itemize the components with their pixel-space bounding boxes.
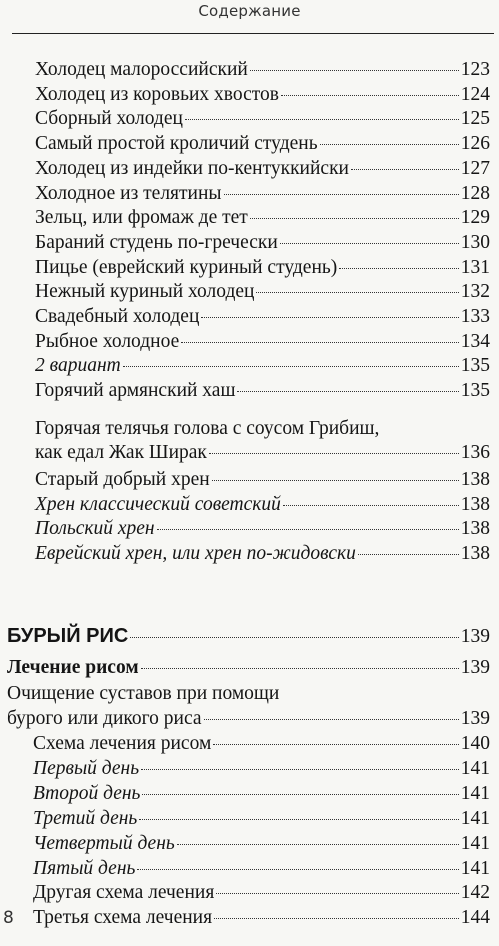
toc-entry-title: Свадебный холодец <box>35 306 200 327</box>
toc-entry[interactable] <box>35 542 490 566</box>
toc-entry[interactable] <box>35 441 490 465</box>
leader-dots <box>214 918 459 919</box>
toc-entry-title: Холодец из коровьих хвостов <box>35 83 279 105</box>
toc-entry[interactable] <box>35 132 490 156</box>
toc-entry-page: 132 <box>460 281 490 303</box>
section-title: БУРЫЙ РИС <box>7 625 129 647</box>
leader-dots <box>141 769 459 770</box>
leader-dots <box>185 119 459 120</box>
leader-dots <box>201 317 458 318</box>
toc-entry[interactable] <box>33 881 490 905</box>
toc-entry-page: 138 <box>460 493 490 515</box>
toc-entry-title: Бараний студень по-гречески <box>35 231 278 253</box>
toc-entry-title: Пицье (еврейский куриный студень) <box>35 256 338 278</box>
toc-entry-page: 141 <box>460 782 490 804</box>
subsection-title: Лечение рисом <box>7 657 139 678</box>
toc-entry-title: Второй день <box>33 782 141 804</box>
leader-dots <box>351 169 459 170</box>
toc-entry-title: Третья схема лечения <box>33 907 213 929</box>
leader-dots <box>137 869 458 870</box>
leader-dots <box>142 794 458 795</box>
toc-entry[interactable] <box>35 256 490 280</box>
toc-entry-title: Третий день <box>33 807 138 829</box>
toc-entry[interactable] <box>35 517 490 541</box>
leader-dots <box>123 366 459 367</box>
toc-entry-page: 123 <box>460 59 490 80</box>
toc-entry-page: 138 <box>460 518 490 540</box>
subsection-page: 139 <box>460 657 490 678</box>
toc-entry-page: 136 <box>460 442 490 463</box>
leader-dots <box>281 95 459 96</box>
toc-entry-title: Другая схема лечения <box>33 882 215 904</box>
leader-dots <box>250 70 459 71</box>
leader-dots <box>358 554 459 555</box>
toc-entry-title: Первый день <box>33 757 140 779</box>
toc-entry-title: Горячий армянский хаш <box>35 380 236 402</box>
toc-entry-page: 124 <box>460 83 490 105</box>
toc-entry-title: Пятый день <box>33 857 136 879</box>
leader-dots <box>209 453 459 454</box>
toc-entry[interactable] <box>7 707 490 731</box>
toc-entry-title: Холодец из индейки по-кентуккийски <box>35 157 349 179</box>
toc-entry[interactable] <box>35 468 490 492</box>
toc-entry-page: 141 <box>460 832 490 854</box>
toc-entry-title: Зельц, или фромаж де тет <box>35 207 248 229</box>
leader-dots <box>280 243 459 244</box>
toc-entry-title: Холодное из телятины <box>35 182 222 204</box>
leader-dots <box>237 391 458 392</box>
toc-entry-title: Еврейский хрен, или хрен по-жидовски <box>35 543 356 565</box>
toc-entry-page: 134 <box>460 330 490 352</box>
toc-entry[interactable] <box>35 206 490 230</box>
header-rule <box>12 33 494 34</box>
toc-entry-page: 130 <box>460 231 490 253</box>
toc-entry-page: 141 <box>460 757 490 779</box>
toc-entry-title: Польский хрен <box>35 518 155 540</box>
toc-entry-page: 138 <box>460 543 490 565</box>
toc-entry[interactable] <box>35 493 490 517</box>
leader-dots <box>157 529 459 530</box>
toc-subsection[interactable] <box>7 656 490 680</box>
toc-entry-page: 127 <box>460 157 490 179</box>
toc-entry-title: Холодец малороссийский <box>35 59 248 80</box>
toc-entry[interactable] <box>33 732 490 756</box>
toc-entry-line1: Горячая телячья голова с соусом Грибиш, <box>35 418 380 439</box>
toc-entry[interactable] <box>35 182 490 206</box>
toc-entry[interactable] <box>33 807 490 831</box>
toc-entry-page: 133 <box>460 306 490 327</box>
toc-entry[interactable] <box>35 107 490 131</box>
toc-entry-page: 142 <box>460 882 490 904</box>
toc-entry-title: 2 вариант <box>35 355 121 377</box>
toc-entry-title: Рыбное холодное <box>35 330 180 352</box>
toc-entry-page: 125 <box>460 108 490 130</box>
running-header: Содержание <box>198 2 301 20</box>
toc-entry-page: 140 <box>460 733 490 754</box>
toc-entry[interactable] <box>35 379 490 403</box>
toc-entry-title: Самый простой кроличий студень <box>35 133 318 155</box>
leader-dots <box>130 637 458 638</box>
toc-entry[interactable] <box>33 782 490 806</box>
toc-entry[interactable] <box>35 354 490 378</box>
toc-entry-page: 139 <box>460 708 490 729</box>
leader-dots <box>177 844 459 845</box>
leader-dots <box>212 480 459 481</box>
toc-entry-title: бурого или дикого риса <box>7 708 202 729</box>
toc-entry[interactable] <box>35 280 490 304</box>
leader-dots <box>139 819 458 820</box>
toc-entry-page: 141 <box>460 857 490 879</box>
toc-entry-line1: Очищение суставов при помощи <box>7 683 280 704</box>
leader-dots <box>283 505 459 506</box>
leader-dots <box>141 668 459 669</box>
toc-entry[interactable] <box>35 58 490 82</box>
toc-entry-page: 135 <box>460 380 490 402</box>
toc-entry-page: 135 <box>460 355 490 377</box>
toc-entry-title: Схема лечения рисом <box>33 733 212 754</box>
toc-entry-title: Четвертый день <box>33 832 175 854</box>
toc-entry[interactable] <box>35 83 490 107</box>
toc-entry[interactable] <box>33 906 490 930</box>
leader-dots <box>224 194 459 195</box>
leader-dots <box>204 719 459 720</box>
toc-entry[interactable] <box>35 231 490 255</box>
toc-entry-page: 126 <box>460 133 490 155</box>
toc-entry[interactable] <box>35 330 490 354</box>
toc-entry[interactable] <box>33 832 490 856</box>
toc-entry[interactable] <box>35 305 490 329</box>
toc-entry-page: 138 <box>460 469 490 490</box>
toc-section[interactable] <box>7 624 490 649</box>
leader-dots <box>216 893 458 894</box>
leader-dots <box>256 292 458 293</box>
toc-entry-title: Старый добрый хрен <box>35 469 210 490</box>
toc-entry[interactable] <box>33 857 490 881</box>
toc-entry-page: 131 <box>460 256 490 278</box>
leader-dots <box>213 744 458 745</box>
toc-entry-title: Нежный куриный холодец <box>35 281 255 303</box>
toc-entry-title: Хрен классический советский <box>35 493 281 515</box>
toc-entry[interactable] <box>33 757 490 781</box>
section-page: 139 <box>460 626 490 647</box>
leader-dots <box>181 342 459 343</box>
toc-entry-page: 128 <box>460 182 490 204</box>
toc-entry-title: как едал Жак Ширак <box>35 442 207 463</box>
toc-entry-page: 129 <box>460 207 490 229</box>
leader-dots <box>339 268 458 269</box>
leader-dots <box>320 144 459 145</box>
page-number: 8 <box>3 908 14 928</box>
toc-entry-page: 144 <box>460 907 490 929</box>
toc-entry-page: 141 <box>460 807 490 829</box>
toc-entry-title: Сборный холодец <box>35 108 183 130</box>
leader-dots <box>250 218 459 219</box>
toc-entry[interactable] <box>35 157 490 181</box>
